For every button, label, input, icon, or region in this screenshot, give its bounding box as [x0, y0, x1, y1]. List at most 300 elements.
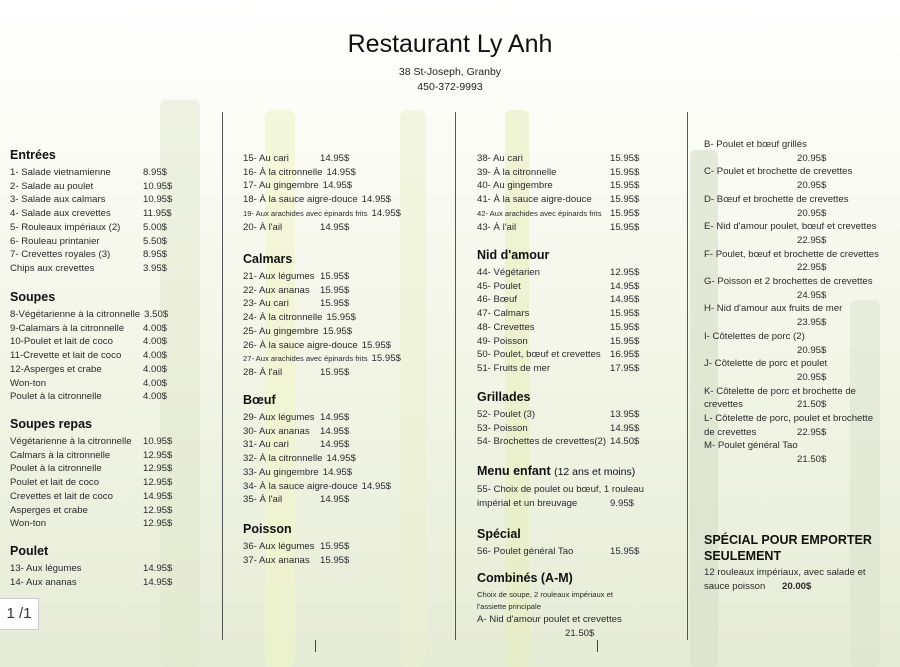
menu-item [243, 297, 401, 311]
item-name: 19- Aux arachides avec épinards frits [243, 208, 368, 218]
item-name: 43- À l'ail [477, 221, 517, 233]
item-name: 46- Bœuf [477, 294, 517, 306]
menu-item [243, 207, 401, 221]
combo-price-line [704, 398, 892, 412]
item-name: H- Nid d'amour aux fruits de mer [704, 303, 843, 315]
menu-item [243, 352, 401, 366]
item-name-continued [704, 316, 793, 330]
combo-item [704, 330, 892, 357]
item-price: 15.95$ [326, 312, 356, 324]
item-price: 14.95$ [320, 439, 350, 451]
item-name: 27- Aux arachides avec épinards frits [243, 354, 368, 364]
item-price: 3.50$ [144, 309, 169, 320]
item-name: 39- À la citronnelle [477, 166, 557, 178]
menu-item [243, 540, 349, 554]
menu-item [10, 235, 172, 249]
menu-item [10, 435, 172, 449]
item-price: 10.95$ [143, 436, 173, 447]
item-price: 23.95$ [797, 317, 827, 329]
item-price: 15.95$ [610, 221, 640, 233]
section-calmars [243, 252, 401, 380]
item-name: 16- À la citronnelle [243, 166, 323, 178]
item-name: 47- Calmars [477, 308, 530, 320]
menu-item [477, 435, 639, 449]
item-name: Poulet et lait de coco [10, 477, 100, 489]
menu-item [10, 490, 172, 504]
item-name: C- Poulet et brochette de crevettes [704, 166, 853, 178]
item-name: 36- Aux légumes [243, 541, 315, 552]
section-nid-amour [477, 248, 639, 376]
item-price: 15.95$ [320, 541, 350, 552]
menu-item [477, 166, 639, 180]
item-name: Crevettes et lait de coco [10, 490, 113, 502]
menu-item [10, 377, 168, 391]
item-name-continued [704, 179, 793, 193]
item-name: 29- Aux légumes [243, 412, 315, 423]
column-divider [687, 112, 688, 640]
item-name: 56- Poulet général Tao [477, 546, 574, 557]
menu-item [10, 576, 172, 590]
item-price: 12.95$ [143, 463, 173, 475]
item-price: 24.95$ [797, 289, 827, 301]
combo-item [704, 220, 892, 247]
item-name: 10-Poulet et lait de coco [10, 336, 113, 348]
item-price: 14.95$ [610, 294, 640, 306]
item-price: 14.95$ [326, 453, 356, 465]
menu-item [243, 452, 391, 466]
menu-item [10, 504, 172, 518]
item-price: 15.95$ [610, 194, 640, 206]
item-name: 44- Végétarien [477, 267, 540, 278]
item-price: 22.95$ [797, 262, 827, 274]
section-title: Calmars [243, 252, 293, 266]
menu-item [10, 349, 168, 363]
item-price: 14.95$ [361, 480, 392, 492]
menu-item [477, 362, 639, 376]
item-name: 32- À la citronnelle [243, 453, 323, 465]
item-name: 50- Poulet, bœuf et crevettes [477, 349, 601, 361]
combo-price-line [704, 426, 892, 440]
menu-item [243, 152, 401, 166]
menu-item [10, 322, 168, 336]
item-price: 15.95$ [610, 207, 640, 219]
takeout-description: sauce poisson [704, 580, 766, 592]
menu-item [10, 363, 168, 377]
item-price: 15.95$ [610, 180, 640, 192]
item-name: 22- Aux ananas [243, 284, 310, 296]
item-price: 14.95$ [326, 166, 356, 178]
menu-item [477, 497, 648, 511]
section-boeuf [243, 393, 391, 507]
item-name-continued [704, 371, 793, 385]
takeout-description: 12 rouleaux impériaux, avec salade et [704, 567, 866, 578]
takeout-special [704, 532, 892, 593]
item-price: 15.95$ [361, 339, 392, 351]
item-name: 55- Choix de poulet ou bœuf, 1 rouleau [477, 484, 644, 495]
item-price: 14.95$ [320, 221, 350, 233]
item-name-continued: crevettes [704, 399, 743, 411]
menu-item [477, 207, 639, 221]
section-soupes-repas [10, 417, 172, 531]
menu-item [10, 207, 172, 221]
section-title: Grillades [477, 390, 531, 404]
takeout-price: 20.00$ [782, 580, 812, 592]
menu-item [477, 280, 639, 294]
item-name: Végétarienne à la citronnelle [10, 436, 132, 447]
menu-item [477, 408, 639, 422]
item-price: 4.00$ [143, 350, 168, 362]
section-title-text: Menu enfant [477, 464, 551, 478]
item-price: 17.95$ [610, 362, 640, 374]
menu-item [243, 221, 401, 235]
takeout-title-line2: SEULEMENT [704, 549, 782, 563]
combo-price-line [704, 207, 892, 221]
combo-item [704, 248, 892, 275]
item-name: 40- Au gingembre [477, 180, 553, 192]
bamboo-decoration [400, 110, 426, 667]
item-name-continued [704, 289, 793, 303]
menu-item [243, 480, 391, 494]
combo-price-line [704, 234, 892, 248]
item-price: 21.50$ [565, 627, 595, 639]
item-price: 14.95$ [143, 563, 173, 574]
section-poulet [10, 544, 172, 589]
section-entrees [10, 148, 172, 276]
menu-item [477, 348, 639, 362]
takeout-title-line1: SPÉCIAL POUR EMPORTER [704, 533, 872, 547]
menu-item [477, 293, 639, 307]
item-price: 5.00$ [143, 221, 168, 233]
item-name: Asperges et crabe [10, 504, 88, 516]
menu-item [10, 166, 172, 180]
menu-item [477, 307, 639, 321]
menu-item [243, 425, 391, 439]
item-name: G- Poisson et 2 brochettes de crevettes [704, 276, 873, 288]
section-title: Entrées [10, 148, 56, 162]
item-price: 10.95$ [143, 194, 173, 206]
menu-item [477, 179, 639, 193]
column-tick [315, 640, 316, 652]
item-price: 14.95$ [320, 153, 350, 164]
item-price: 14.95$ [143, 490, 173, 502]
menu-item [243, 411, 391, 425]
section-poisson [243, 522, 349, 567]
menu-item [477, 266, 639, 280]
item-price: 21.50$ [797, 399, 827, 411]
item-price: 15.95$ [610, 335, 640, 347]
item-name: 14- Aux ananas [10, 576, 77, 588]
menu-item [477, 152, 639, 166]
menu-item [10, 335, 168, 349]
combo-price-line [704, 261, 892, 275]
column-tick [597, 640, 598, 652]
item-price: 22.95$ [797, 426, 827, 438]
section-title [477, 464, 648, 480]
item-name: K- Côtelette de porc et brochette de [704, 385, 856, 397]
item-name-continued [704, 453, 793, 467]
item-price: 20.95$ [797, 207, 827, 219]
item-name: 30- Aux ananas [243, 425, 310, 437]
item-price: 4.00$ [143, 322, 168, 334]
item-name: M- Poulet général Tao [704, 440, 798, 452]
menu-item [243, 284, 401, 298]
takeout-line [704, 566, 892, 580]
item-price: 12.95$ [143, 518, 173, 530]
menu-item [10, 193, 172, 207]
item-price: 4.00$ [143, 336, 168, 348]
item-price: 15.95$ [320, 298, 350, 310]
item-name: 15- Au cari [243, 153, 289, 164]
menu-item [477, 483, 648, 497]
item-price: 12.95$ [143, 504, 173, 516]
combo-item [704, 412, 892, 439]
restaurant-phone: 450-372-9993 [417, 81, 483, 93]
item-name: 4- Salade aux crevettes [10, 208, 111, 220]
item-price: 13.95$ [610, 409, 640, 420]
item-name: 17- Au gingembre [243, 180, 319, 192]
menu-item [243, 325, 401, 339]
item-price: 5.50$ [143, 235, 168, 247]
item-name-continued [704, 261, 793, 275]
item-price: 20.95$ [797, 180, 827, 192]
menu-item [243, 438, 391, 452]
item-price: 14.95$ [371, 207, 401, 219]
menu-item [10, 449, 172, 463]
section-title: Spécial [477, 527, 521, 541]
item-price: 4.00$ [143, 391, 168, 403]
item-name: 25- Au gingembre [243, 325, 319, 337]
item-name: 34- À la sauce aigre-douce [243, 480, 358, 492]
item-name: Won-ton [10, 377, 47, 389]
takeout-line [704, 580, 892, 594]
item-name: 49- Poisson [477, 335, 528, 347]
combines-description: l'assiette principale [477, 602, 541, 611]
item-name: Poulet à la citronnelle [10, 391, 102, 403]
combo-price-line [704, 152, 892, 166]
menu-item [243, 366, 401, 380]
item-price: 14.95$ [322, 466, 353, 478]
combo-price-line [704, 316, 892, 330]
menu-item [477, 193, 639, 207]
item-price: 14.95$ [322, 180, 353, 192]
menu-item [243, 339, 401, 353]
item-price: 12.95$ [143, 477, 173, 489]
item-name: 24- À la citronnelle [243, 312, 323, 324]
combo-item [704, 439, 892, 466]
item-price: 14.50$ [610, 436, 640, 448]
item-name: 52- Poulet (3) [477, 409, 536, 420]
section-poisson-suite [477, 152, 639, 234]
item-name: D- Bœuf et brochette de crevettes [704, 193, 849, 205]
item-name: 37- Aux ananas [243, 554, 310, 566]
item-name: 26- À la sauce aigre-douce [243, 339, 358, 351]
item-name: 12-Asperges et crabe [10, 363, 102, 375]
section-grillades [477, 390, 639, 449]
item-name: Calmars à la citronnelle [10, 449, 111, 461]
item-price: 20.95$ [797, 344, 827, 356]
combo-item [704, 357, 892, 384]
item-name: 1- Salade vietnamienne [10, 167, 111, 178]
item-price: 15.95$ [371, 353, 401, 365]
menu-item [10, 562, 172, 576]
item-price: 15.95$ [610, 546, 640, 557]
section-poulet-suite [243, 152, 401, 234]
section-title: Nid d'amour [477, 248, 550, 262]
section-special [477, 527, 639, 559]
item-name: Chips aux crevettes [10, 262, 95, 274]
menu-item [10, 476, 172, 490]
section-title: Soupes repas [10, 417, 92, 431]
combo-price-line [704, 453, 892, 467]
section-title: Combinés (A-M) [477, 571, 573, 585]
combo-price-line [704, 344, 892, 358]
item-price: 15.95$ [320, 554, 350, 566]
item-name-continued [704, 152, 793, 166]
menu-item [243, 179, 401, 193]
item-name: Poulet à la citronnelle [10, 463, 102, 475]
item-price: 20.95$ [797, 371, 827, 383]
item-price: 20.95$ [797, 152, 827, 164]
item-price: 22.95$ [797, 234, 827, 246]
combo-item [704, 385, 892, 412]
menu-item [477, 545, 639, 559]
item-price: 4.00$ [143, 363, 168, 375]
section-title: Soupes [10, 290, 56, 304]
item-name: 38- Au cari [477, 153, 523, 164]
section-menu-enfant [477, 464, 648, 510]
section-title: Bœuf [243, 393, 276, 407]
item-price: 12.95$ [143, 449, 173, 461]
combo-price-line [704, 289, 892, 303]
menu-item [10, 308, 168, 322]
menu-item [10, 262, 172, 276]
item-price: 15.95$ [320, 271, 350, 282]
combo-item [704, 275, 892, 302]
menu-item [10, 390, 168, 404]
menu-item [10, 462, 172, 476]
combo-item [704, 193, 892, 220]
item-name: B- Poulet et bœuf grillés [704, 139, 807, 150]
item-price: 14.95$ [320, 425, 350, 437]
item-name: Won-ton [10, 518, 47, 530]
item-name: 7- Crevettes royales (3) [10, 249, 111, 261]
menu-item [243, 493, 391, 507]
item-name: 8-Végétarienne à la citronnelle [10, 309, 141, 320]
combo-price-line [704, 179, 892, 193]
item-name: 54- Brochettes de crevettes(2) [477, 436, 607, 448]
menu-item [243, 270, 401, 284]
section-soupes [10, 290, 168, 404]
item-name-continued [704, 207, 793, 221]
menu-item [10, 248, 172, 262]
item-name: J- Côtelette de porc et poulet [704, 358, 828, 370]
menu-item [10, 517, 172, 531]
menu-item [243, 554, 349, 568]
item-price: 14.95$ [610, 422, 640, 434]
item-name: L- Côtelette de porc, poulet et brochette [704, 413, 874, 425]
item-name: 6- Rouleau printanier [10, 235, 100, 247]
item-name: 41- À la sauce aigre-douce [477, 194, 592, 206]
combines-continued [704, 138, 892, 467]
item-name: I- Côtelettes de porc (2) [704, 330, 805, 342]
menu-item [477, 321, 639, 335]
item-name-continued: de crevettes [704, 426, 757, 438]
combo-item [477, 613, 622, 627]
item-price: 16.95$ [610, 349, 640, 361]
item-name: 20- À l'ail [243, 221, 283, 233]
item-price: 10.95$ [143, 180, 173, 192]
item-price: 14.95$ [361, 194, 392, 206]
column-divider [455, 112, 456, 640]
combo-item [704, 165, 892, 192]
item-price: 15.95$ [320, 284, 350, 296]
item-price: 14.95$ [143, 576, 173, 588]
item-price: 15.95$ [610, 321, 640, 333]
item-name: E- Nid d'amour poulet, bœuf et crevettes [704, 221, 877, 233]
item-name: 45- Poulet [477, 280, 521, 292]
menu-item [243, 311, 401, 325]
restaurant-address: 38 St-Joseph, Granby [398, 66, 502, 78]
item-name: 11-Crevette et lait de coco [10, 350, 122, 362]
item-name: 48- Crevettes [477, 321, 535, 333]
item-name: 13- Aux légumes [10, 563, 82, 574]
combines-description: Choix de soupe, 2 rouleaux impériaux et [477, 590, 613, 599]
menu-item [10, 180, 172, 194]
menu-item [477, 422, 639, 436]
combo-item-price-row [477, 627, 622, 641]
item-name: 23- Au cari [243, 298, 289, 310]
item-price: 12.95$ [610, 267, 640, 278]
item-name: 28- À l'ail [243, 366, 283, 378]
item-price: 11.95$ [143, 208, 172, 220]
menu-item [477, 221, 639, 235]
item-name: 18- À la sauce aigre-douce [243, 194, 358, 206]
menu-item [10, 221, 172, 235]
combo-item [704, 302, 892, 329]
item-name: 33- Au gingembre [243, 466, 319, 478]
item-name: 21- Aux légumes [243, 271, 315, 282]
item-price: 4.00$ [143, 377, 168, 389]
item-name: impérial et un breuvage [477, 497, 578, 509]
item-name: F- Poulet, bœuf et brochette de crevettes [704, 248, 879, 260]
combo-price-line [704, 371, 892, 385]
menu-item [477, 335, 639, 349]
item-name-continued [704, 344, 793, 358]
item-price: 9.95$ [610, 497, 635, 509]
combines-section [477, 571, 622, 640]
column-divider [222, 112, 223, 640]
item-name: A- Nid d'amour poulet et crevettes [477, 614, 622, 625]
item-price: 14.95$ [610, 280, 640, 292]
menu-item [243, 166, 401, 180]
item-name: 3- Salade aux calmars [10, 194, 106, 206]
item-price: 8.95$ [143, 249, 168, 261]
item-price: 15.95$ [610, 308, 640, 320]
item-name: 2- Salade au poulet [10, 180, 94, 192]
section-title: Poulet [10, 544, 49, 558]
menu-item [243, 466, 391, 480]
item-price: 3.95$ [143, 262, 168, 274]
item-name: 31- Au cari [243, 439, 289, 451]
item-price: 8.95$ [143, 167, 168, 178]
item-price: 15.95$ [322, 325, 353, 337]
restaurant-title: Restaurant Ly Anh [347, 30, 553, 58]
item-price: 21.50$ [797, 454, 827, 466]
item-name: 42- Aux arachides avec épinards frits [477, 208, 602, 218]
combo-item [704, 138, 892, 165]
item-price: 15.95$ [610, 153, 640, 164]
item-price: 14.95$ [320, 494, 350, 506]
